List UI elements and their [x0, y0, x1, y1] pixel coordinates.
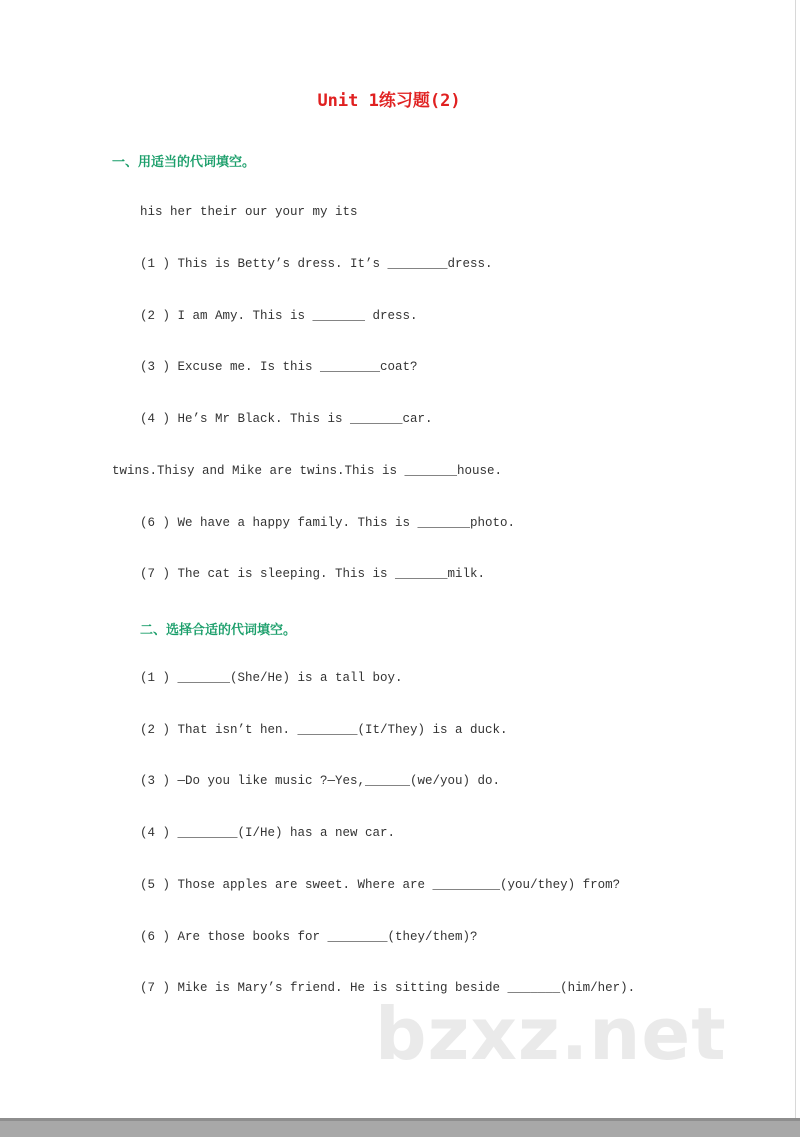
section-1-item: (7 ) The cat is sleeping. This is _______milk.	[140, 567, 486, 581]
section-1-item: (6 ) We have a happy family. This is _______photo.	[140, 516, 516, 530]
section-1-item: (4 ) He’s Mr Black. This is _______car.	[140, 412, 433, 426]
section-2-item: (1 ) _______(She/He) is a tall boy.	[140, 671, 403, 685]
section-2-item: (3 ) —Do you like music ?—Yes,______(we/you) do.	[140, 774, 501, 788]
section-1-item: (2 ) I am Amy. This is _______ dress.	[140, 309, 418, 323]
section-2-item: (2 ) That isn’t hen. ________(It/They) is a duck.	[140, 723, 508, 737]
section-1-heading: 一、用适当的代词填空。	[112, 155, 256, 170]
section-1-item: (1 ) This is Betty’s dress. It’s ________dress.	[140, 257, 493, 271]
section-2-item: (4 ) ________(I/He) has a new car.	[140, 826, 396, 840]
section-1-item: (3 ) Excuse me. Is this ________coat?	[140, 360, 418, 374]
section-2-heading: 二、选择合适的代词填空。	[140, 623, 297, 638]
page-title: Unit 1练习题(2)	[317, 91, 461, 111]
word-bank: his her their our your my its	[140, 205, 358, 219]
section-2-item: (5 ) Those apples are sweet. Where are _________(you/they) from?	[140, 878, 621, 892]
page-bottom-edge	[0, 1118, 800, 1137]
watermark: bzxz.net	[375, 992, 727, 1076]
section-1-item: twins.Thisy and Mike are twins.This is _______house.	[112, 464, 503, 478]
section-2-item: (7 ) Mike is Mary’s friend. He is sitting beside _______(him/her).	[140, 981, 636, 995]
section-2-item: (6 ) Are those books for ________(they/them)?	[140, 930, 478, 944]
